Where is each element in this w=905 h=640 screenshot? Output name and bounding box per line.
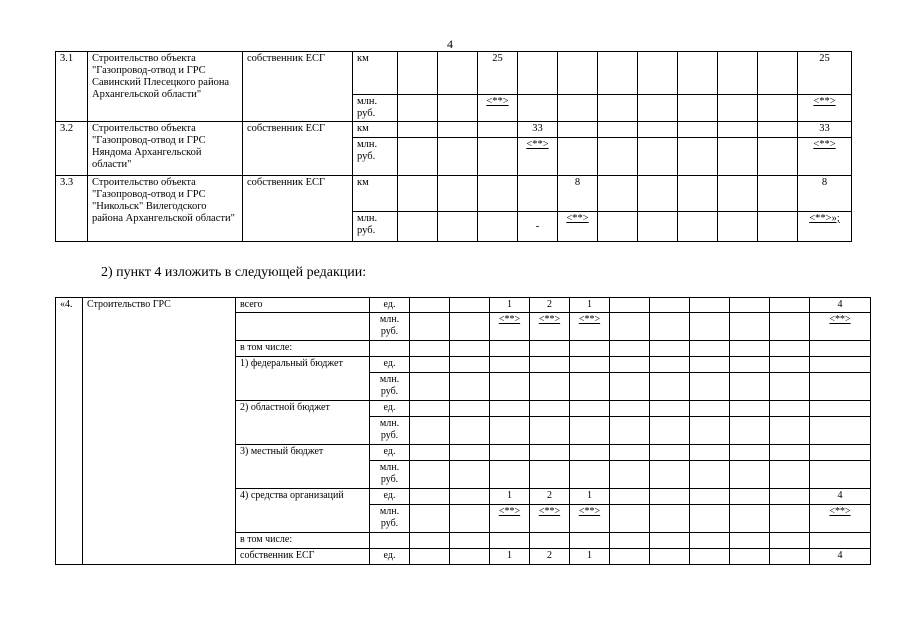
total-cell: 4 — [810, 489, 871, 505]
table-row — [56, 52, 852, 95]
total-cell: <**> — [813, 96, 836, 107]
table-row — [56, 298, 871, 313]
total-cell: 8 — [798, 176, 852, 212]
total-cell: 25 — [798, 52, 852, 95]
unit-cell: км — [353, 52, 398, 95]
total-cell: 33 — [798, 122, 852, 138]
value-cell: 1 — [570, 489, 610, 505]
unit-cell: ед. — [370, 298, 410, 313]
unit-cell: млн. руб. — [370, 505, 410, 533]
value-cell: 8 — [558, 176, 598, 212]
total-cell: <**> — [829, 506, 851, 517]
value-cell: <**> — [538, 506, 561, 517]
row-label: в том числе: — [236, 341, 370, 357]
row-label: собственник ЕСГ — [236, 549, 370, 565]
unit-cell: млн. руб. — [353, 212, 398, 242]
value-cell: 33 — [518, 122, 558, 138]
row-number: 3.2 — [56, 122, 88, 176]
unit-cell: млн. руб. — [370, 373, 410, 401]
value-cell: 1 — [570, 549, 610, 565]
unit-cell: млн. руб. — [370, 461, 410, 489]
total-cell: 4 — [810, 298, 871, 313]
row-label: 3) местный бюджет — [236, 445, 370, 489]
row-number: 3.1 — [56, 52, 88, 122]
row-label: всего — [236, 298, 370, 313]
unit-cell: млн. руб. — [353, 138, 398, 176]
total-cell: 4 — [810, 549, 871, 565]
value-cell: 25 — [478, 52, 518, 95]
row-number: «4. — [56, 298, 83, 565]
object-name: Строительство объекта "Газопровод-отвод и ГРС Савинский Плесецкого района Архангельской области" — [88, 52, 243, 122]
unit-cell: км — [353, 122, 398, 138]
unit-cell: ед. — [370, 357, 410, 373]
object-name: Строительство ГРС — [83, 298, 236, 565]
table-continuation — [55, 51, 852, 242]
value-cell: 1 — [490, 549, 530, 565]
value-cell: <**> — [486, 96, 509, 107]
total-cell: <**>»; — [809, 213, 840, 224]
value-cell: <**> — [566, 213, 589, 224]
page-number: 4 — [447, 37, 453, 51]
value-cell: <**> — [578, 506, 601, 517]
row-label: в том числе: — [236, 533, 370, 549]
object-name: Строительство объекта "Газопровод-отвод и ГРС "Никольск" Вилегодского района Архангельской области" — [88, 176, 243, 242]
table-grs — [55, 297, 871, 565]
unit-cell: км — [353, 176, 398, 212]
total-cell: <**> — [813, 139, 836, 150]
value-cell: 1 — [490, 298, 530, 313]
unit-cell: млн. руб. — [353, 95, 398, 122]
unit-cell: ед. — [370, 445, 410, 461]
table-row — [56, 122, 852, 138]
unit-cell: ед. — [370, 549, 410, 565]
recipient: собственник ЕСГ — [243, 52, 353, 122]
row-label: 2) областной бюджет — [236, 401, 370, 445]
object-name: Строительство объекта "Газопровод-отвод и ГРС Няндома Архангельской области" — [88, 122, 243, 176]
recipient: собственник ЕСГ — [243, 122, 353, 176]
value-cell: 1 — [570, 298, 610, 313]
unit-cell: млн. руб. — [370, 313, 410, 341]
total-cell: <**> — [829, 314, 851, 325]
unit-cell: ед. — [370, 489, 410, 505]
row-label: 4) средства организаций — [236, 489, 370, 533]
value-cell: <**> — [526, 139, 549, 150]
unit-cell: млн. руб. — [370, 417, 410, 445]
value-cell: <**> — [538, 314, 561, 325]
amendment-paragraph: 2) пункт 4 изложить в следующей редакции: — [101, 265, 367, 280]
value-cell: 2 — [530, 549, 570, 565]
unit-cell: ед. — [370, 401, 410, 417]
table-row — [56, 176, 852, 212]
value-cell: <**> — [498, 506, 521, 517]
recipient: собственник ЕСГ — [243, 176, 353, 242]
value-cell: <**> — [578, 314, 601, 325]
value-cell: 2 — [530, 489, 570, 505]
row-label: 1) федеральный бюджет — [236, 357, 370, 401]
value-cell: 1 — [490, 489, 530, 505]
dash-cell: - — [518, 212, 558, 242]
row-number: 3.3 — [56, 176, 88, 242]
value-cell: 2 — [530, 298, 570, 313]
value-cell: <**> — [498, 314, 521, 325]
